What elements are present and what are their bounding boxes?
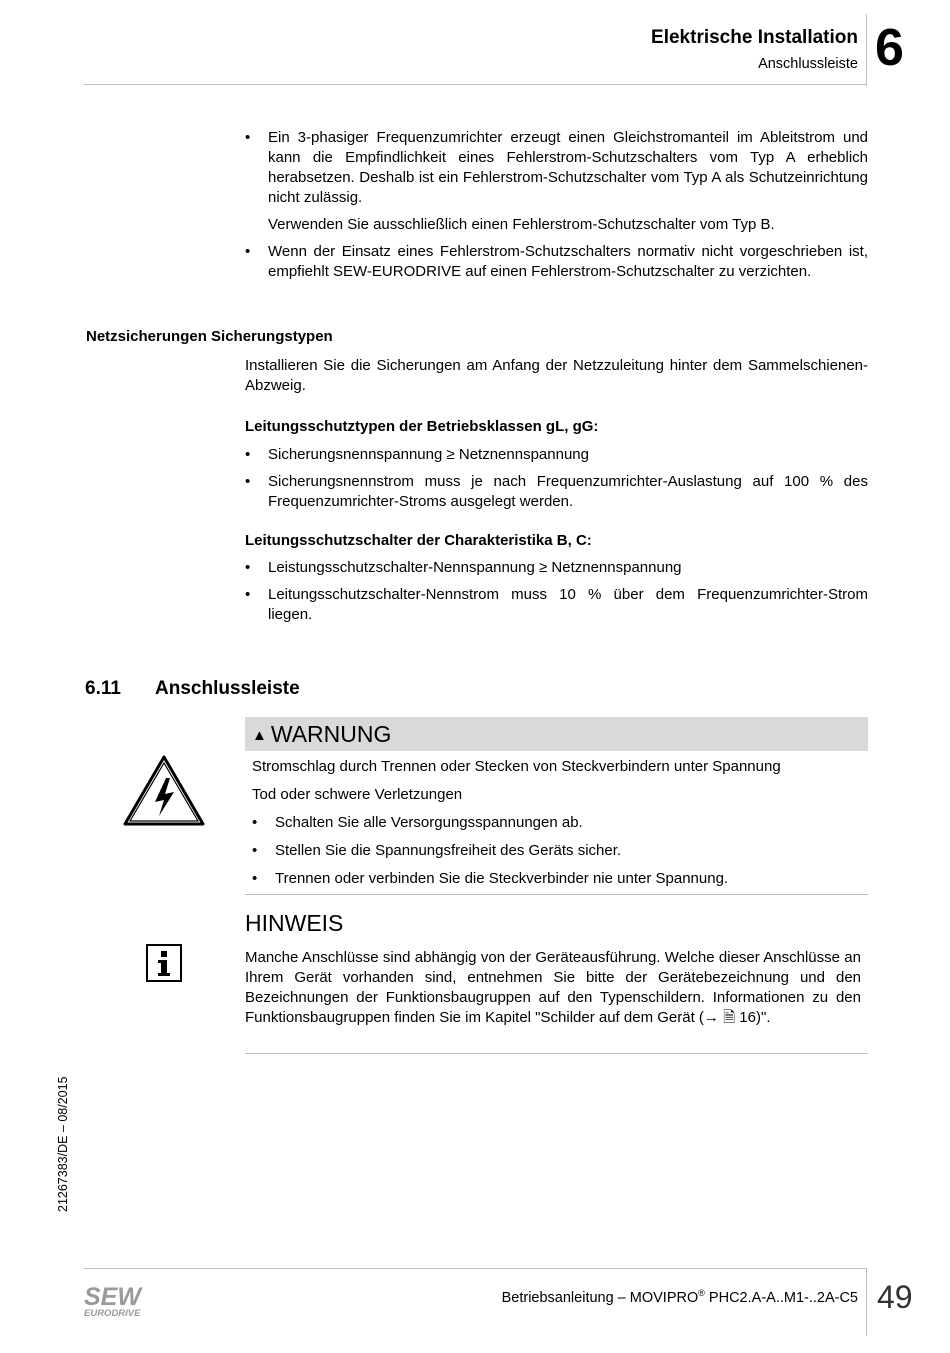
bullet-icon: •: [245, 586, 251, 603]
bullet-icon: •: [245, 446, 251, 463]
list-item: [252, 869, 868, 889]
list-item: [245, 242, 868, 282]
note-end-rule: [245, 1053, 868, 1054]
page-number: 49: [877, 1279, 913, 1315]
bullet-icon: •: [252, 870, 258, 887]
warning-hazard: Stromschlag durch Trennen oder Stecken von Steckverbindern unter Spannung: [252, 758, 781, 775]
warning-title: [252, 719, 391, 753]
list-item-text: Schalten Sie alle Versorgungsspannungen ab.: [275, 814, 583, 831]
note-title: HINWEIS: [245, 910, 344, 936]
list-item: [245, 128, 868, 235]
logo-text-sub: EURODRIVE: [84, 1308, 141, 1319]
header-rule: [84, 84, 867, 85]
group1-heading: Leitungsschutztypen der Betriebsklassen gL, gG:: [245, 418, 599, 435]
list-item: [245, 445, 868, 465]
warning-consequence: Tod oder schwere Verletzungen: [252, 786, 463, 803]
list-item-text: Stellen Sie die Spannungsfreiheit des Geräts sicher.: [275, 842, 622, 859]
list-item-text: Wenn der Einsatz eines Fehlerstrom-Schutzschalters normativ nicht vorgeschrieben ist, empfiehlt SEW-EURODRIVE auf einen Fehlerstrom-Schutzschalter zu verzichten.: [268, 243, 868, 280]
list-item-text: Trennen oder verbinden Sie die Steckverbinder nie unter Spannung.: [275, 870, 729, 887]
footer-doc-prefix: Betriebsanleitung – MOVIPRO: [501, 1289, 699, 1306]
header-divider: [866, 14, 867, 86]
info-icon: [146, 944, 182, 982]
list-item-text: Sicherungsnennspannung ≥ Netznennspannung: [268, 446, 589, 463]
chapter-number: 6: [875, 19, 904, 77]
bullet-icon: •: [252, 814, 258, 831]
list-item: [252, 813, 868, 833]
warning-title-text: WARNUNG: [270, 721, 392, 747]
bullet-icon: •: [245, 129, 251, 146]
group2-heading: Leitungsschutzschalter der Charakteristika B, C:: [245, 532, 592, 549]
fuse-types-heading: Netzsicherungen Sicherungstypen: [86, 328, 333, 345]
warning-end-rule: [245, 894, 868, 895]
note-text: Manche Anschlüsse sind abhängig von der Geräteausführung. Welche dieser Anschlüsse an Ihrem Gerät vorhanden sind, entnehmen Sie bitte der Gerätebezeichnung und den Bezeichnungen der Funktionsbaugruppen auf den Typenschildern. Informationen zu den Funktionsbaugruppen finden Sie im Kapitel "Schilder auf dem Gerät (→ 🗎 16)".: [245, 949, 861, 1026]
list-item-text: Leistungsschutzschalter-Nennspannung ≥ Netznennspannung: [268, 559, 682, 576]
list-item: [245, 585, 868, 625]
group1-list: [245, 445, 868, 512]
footer-rule: [84, 1268, 867, 1269]
list-item-text: Leitungsschutzschalter-Nennstrom muss 10 % über dem Frequenzumrichter-Strom liegen.: [268, 586, 868, 623]
section-title: Anschlussleiste: [155, 678, 300, 699]
top-bullet-list: [245, 128, 868, 282]
section-subtitle: Anschlussleiste: [758, 56, 858, 72]
bullet-icon: •: [245, 243, 251, 260]
fuse-intro: Installieren Sie die Sicherungen am Anfang der Netzzuleitung hinter dem Sammelschienen-Abzweig.: [245, 357, 868, 394]
footer-doc-suffix: PHC2.A-A..M1-..2A-C5: [704, 1289, 858, 1306]
list-item: [245, 558, 868, 578]
bullet-icon: •: [245, 559, 251, 576]
bullet-icon: •: [252, 842, 258, 859]
list-item-text: Ein 3-phasiger Frequenzumrichter erzeugt einen Gleichstromanteil im Ableitstrom und kann die Empfindlichkeit eines Fehlerstrom-Schutzschalters vom Typ A erheblich herabsetzen. Deshalb ist ein Fehlerstrom-Schutzschalter vom Typ A als Schutzeinrichtung nicht zulässig.: [268, 129, 868, 206]
section-number: 6.11: [85, 678, 121, 699]
logo-text-main: SEW: [84, 1283, 141, 1311]
list-item: [245, 472, 868, 512]
bullet-icon: •: [245, 473, 251, 490]
list-item-continuation: Verwenden Sie ausschließlich einen Fehlerstrom-Schutzschalter vom Typ B.: [268, 216, 775, 233]
footer-document-title: [502, 1288, 858, 1306]
warning-triangle-icon: ▲: [252, 727, 267, 744]
group2-list: [245, 558, 868, 625]
chapter-title: Elektrische Installation: [651, 27, 858, 48]
list-item-text: Sicherungsnennstrom muss je nach Frequenzumrichter-Auslastung auf 100 % des Frequenzumrichter-Stroms ausgelegt werden.: [268, 473, 868, 510]
high-voltage-icon: [122, 754, 206, 828]
document-id: 21267383/DE – 08/2015: [56, 1076, 70, 1212]
warning-measures: [252, 813, 868, 889]
list-item: [252, 841, 868, 861]
footer-divider: [866, 1268, 867, 1336]
sew-eurodrive-logo: [84, 1283, 156, 1319]
registered-mark: ®: [698, 1288, 705, 1298]
